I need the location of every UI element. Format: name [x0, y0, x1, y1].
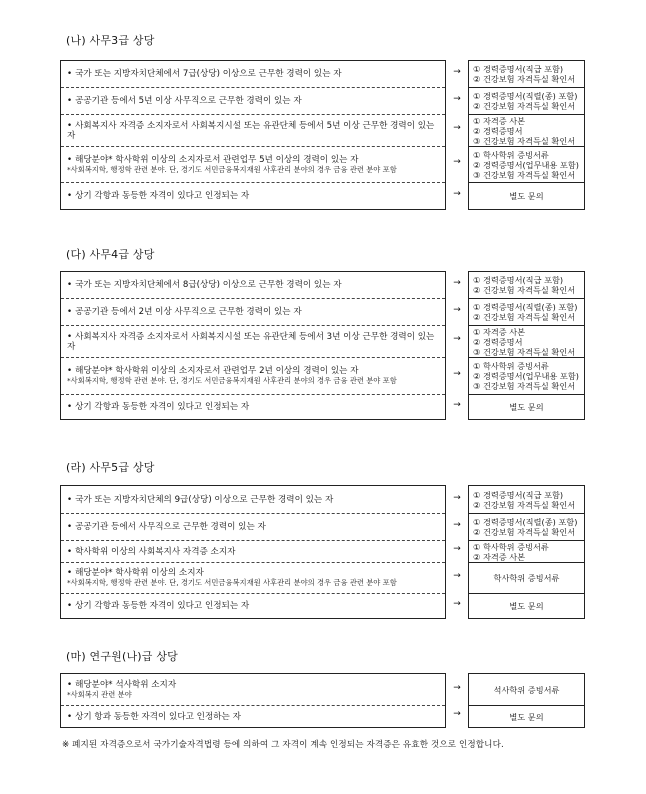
qualification-content [67, 601, 249, 611]
qualification-text: 사회복지사 자격증 소지자로서 사회복지시설 또는 유관단체 등에서 5년 이상 근무한 경력이 있는 자 [67, 120, 435, 141]
qualification-row [61, 146, 445, 182]
bullet-icon: • [67, 307, 73, 317]
qualification-content [67, 522, 266, 532]
documents-table [468, 485, 585, 619]
arrow-right-icon: → [453, 519, 461, 530]
qualification-text: 해당분야* 학사학위 이상의 소지자로서 관련업무 5년 이상의 경력이 있는 자 [75, 154, 359, 165]
document-item: ① 경력증명서(직렬(종) 포함) [473, 302, 578, 312]
required-documents-cell [469, 272, 584, 298]
required-documents-cell [469, 325, 584, 357]
document-item: ① 경력증명서(직급 포함) [473, 275, 564, 285]
qualification-text: 학사학위 이상의 사회복지사 자격증 소지자 [75, 546, 236, 557]
arrow-right-icon: → [453, 544, 461, 554]
required-documents-cell [469, 182, 584, 209]
qualification-row [61, 182, 445, 209]
document-item: ① 학사학위 증빙서류 [473, 541, 549, 552]
qualification-line [67, 495, 333, 505]
qualification-text: 국가 또는 지방자치단체의 9급(상당) 이상으로 근무한 경력이 있는 자 [75, 494, 334, 505]
qualification-line [67, 680, 176, 690]
qualification-text: 국가 또는 지방자치단체에서 8급(상당) 이상으로 근무한 경력이 있는 자 [75, 280, 342, 290]
required-documents-cell [469, 513, 584, 540]
qualification-row [61, 272, 445, 298]
required-documents-cell [469, 705, 584, 727]
document-item: ③ 건강보험 자격득실 확인서 [473, 381, 576, 391]
bullet-icon: • [67, 154, 73, 165]
document-item: ② 경력증명서 [473, 336, 523, 347]
documents-table [468, 271, 585, 420]
arrow-right-icon: → [453, 598, 461, 609]
bullet-icon: • [67, 191, 73, 201]
document-item: ② 건강보험 자격득실 확인서 [473, 312, 576, 322]
qualification-note: *사회복지 관련 분야 [67, 689, 132, 699]
qualification-text: 해당분야* 석사학위 소지자 [75, 679, 177, 690]
document-item: 별도 문의 [509, 601, 544, 611]
qualification-row [61, 486, 445, 513]
document-item: ② 건강보험 자격득실 확인서 [473, 101, 576, 111]
qualification-line [67, 155, 397, 165]
document-item: ② 건강보험 자격득실 확인서 [473, 527, 576, 537]
qualification-line [67, 712, 241, 722]
qualification-row [61, 357, 445, 394]
bullet-icon: • [67, 601, 73, 611]
qualification-row [61, 394, 445, 419]
qualification-text: 상기 각항과 동등한 자격이 있다고 인정되는 자 [75, 402, 250, 412]
qualification-line [67, 96, 302, 106]
qualification-line [67, 332, 445, 352]
document-item: ② 경력증명서(업무내용 포함) [473, 159, 579, 170]
document-item: ① 자격증 사본 [473, 326, 526, 337]
qualification-line [67, 280, 342, 290]
bullet-icon: • [67, 711, 73, 722]
document-item: 석사학위 증빙서류 [493, 684, 560, 695]
section-title: (라) 사무5급 상당 [66, 461, 155, 474]
bullet-icon: • [67, 546, 73, 557]
qualification-line [67, 69, 342, 79]
document-item: ② 경력증명서 [473, 125, 523, 136]
bullet-icon: • [67, 402, 73, 412]
qualification-table [60, 60, 446, 210]
qualification-text: 해당분야* 학사학위 이상의 소지자로서 관련업무 2년 이상의 경력이 있는 자 [75, 366, 359, 376]
qualification-line [67, 307, 302, 317]
qualification-text: 공공기관 등에서 5년 이상 사무직으로 근무한 경력이 있는 자 [75, 96, 302, 106]
qualification-content [67, 96, 302, 106]
qualification-text: 상기 항과 동등한 자격이 있다고 인정하는 자 [75, 711, 241, 722]
qualification-row [61, 325, 445, 357]
arrow-right-icon: → [453, 123, 461, 133]
bullet-icon: • [67, 522, 73, 532]
arrow-right-icon: → [453, 682, 461, 693]
qualification-text: 상기 각항과 동등한 자격이 있다고 인정되는 자 [75, 601, 250, 611]
arrow-right-icon: → [453, 492, 461, 503]
bullet-icon: • [67, 494, 73, 505]
qualification-table [60, 673, 446, 728]
qualification-content [67, 191, 249, 201]
qualification-text: 공공기관 등에서 2년 이상 사무직으로 근무한 경력이 있는 자 [75, 307, 302, 317]
required-documents-cell [469, 486, 584, 513]
arrow-right-icon: → [453, 368, 461, 379]
arrow-right-icon: → [453, 67, 461, 77]
qualification-content [67, 280, 342, 290]
document-item: 학사학위 증빙서류 [493, 573, 560, 583]
qualification-row [61, 298, 445, 325]
document-item: ② 건강보험 자격득실 확인서 [473, 285, 576, 295]
qualification-row [61, 114, 445, 146]
qualification-text: 공공기관 등에서 사무직으로 근무한 경력이 있는 자 [75, 522, 266, 532]
qualification-content [67, 366, 397, 386]
qualification-row [61, 674, 445, 705]
documents-table [468, 673, 585, 728]
arrow-right-icon: → [453, 334, 461, 344]
qualification-content [67, 547, 235, 557]
qualification-note: *사회복지학, 행정학 관련 분야. 단, 경기도 서민금융복지재원 사후관리 분야의 경우 금융 관련 분야 포함 [67, 376, 397, 385]
document-item: ② 경력증명서(업무내용 포함) [473, 371, 579, 381]
qualification-text: 사회복지사 자격증 소지자로서 사회복지시설 또는 유관단체 등에서 3년 이상 근무한 경력이 있는 자 [67, 331, 435, 352]
qualification-content [67, 680, 176, 700]
qualification-content [67, 121, 445, 141]
bullet-icon: • [67, 96, 73, 106]
arrow-right-icon: → [453, 570, 461, 581]
qualification-line [67, 568, 397, 578]
arrow-right-icon: → [453, 399, 461, 410]
section-title: (다) 사무4급 상당 [66, 248, 155, 261]
qualification-content [67, 568, 397, 588]
document-item: ② 건강보험 자격득실 확인서 [473, 74, 576, 84]
qualification-line [67, 601, 249, 611]
bullet-icon: • [67, 331, 73, 342]
qualification-content [67, 155, 397, 175]
arrow-right-icon: → [453, 304, 461, 315]
arrow-right-icon: → [453, 157, 461, 167]
document-item: ① 학사학위 증빙서류 [473, 149, 549, 160]
qualification-row [61, 593, 445, 618]
qualification-table [60, 271, 446, 420]
qualification-row [61, 61, 445, 87]
bullet-icon: • [67, 366, 73, 376]
document-item: ③ 건강보험 자격득실 확인서 [473, 346, 576, 357]
qualification-line [67, 191, 249, 201]
qualification-content [67, 402, 249, 412]
section-title: (마) 연구원(나)급 상당 [66, 650, 178, 663]
document-item: ① 경력증명서(직렬(종) 포함) [473, 517, 578, 527]
required-documents-cell [469, 87, 584, 114]
arrow-right-icon: → [453, 278, 461, 288]
bullet-icon: • [67, 280, 73, 290]
document-item: ① 경력증명서(직급 포함) [473, 489, 564, 500]
qualification-line [67, 547, 235, 557]
qualification-row [61, 540, 445, 562]
document-item: ② 건강보험 자격득실 확인서 [473, 499, 576, 510]
qualification-row [61, 513, 445, 540]
qualification-row [61, 705, 445, 727]
document-item: 별도 문의 [509, 402, 544, 412]
qualification-content [67, 712, 241, 722]
section-title: (나) 사무3급 상당 [66, 34, 155, 47]
qualification-note: *사회복지학, 행정학 관련 분야. 단, 경기도 서민금융복지재원 사후관리 분야의 경우 금융 관련 분야 포함 [67, 164, 397, 174]
arrow-right-icon: → [453, 93, 461, 104]
document-item: ③ 건강보험 자격득실 확인서 [473, 169, 576, 180]
document-item: ① 학사학위 증빙서류 [473, 361, 549, 371]
qualification-content [67, 69, 342, 79]
qualification-content [67, 332, 445, 352]
required-documents-cell [469, 114, 584, 146]
document-item: ① 경력증명서(직급 포함) [473, 64, 564, 74]
document-item: 별도 문의 [509, 711, 544, 722]
required-documents-cell [469, 562, 584, 593]
required-documents-cell [469, 357, 584, 394]
required-documents-cell [469, 298, 584, 325]
qualification-line [67, 121, 445, 141]
required-documents-cell [469, 593, 584, 618]
qualification-table [60, 485, 446, 619]
required-documents-cell [469, 540, 584, 562]
bullet-icon: • [67, 69, 73, 79]
required-documents-cell [469, 146, 584, 182]
document-item: 별도 문의 [509, 191, 544, 201]
required-documents-cell [469, 61, 584, 87]
footnote: ※ 폐지된 자격증으로서 국가기술자격법령 등에 의하여 그 자격이 계속 인정되는 자격증은 유효한 것으로 인정합니다. [62, 740, 504, 750]
bullet-icon: • [67, 568, 73, 578]
qualification-row [61, 87, 445, 114]
qualification-content [67, 495, 333, 505]
qualification-line [67, 366, 397, 376]
qualification-text: 국가 또는 지방자치단체에서 7급(상당) 이상으로 근무한 경력이 있는 자 [75, 69, 342, 79]
document-item: ② 자격증 사본 [473, 551, 526, 562]
arrow-right-icon: → [453, 709, 461, 719]
document-item: ① 경력증명서(직렬(종) 포함) [473, 91, 578, 101]
bullet-icon: • [67, 120, 73, 131]
qualification-row [61, 562, 445, 593]
required-documents-cell [469, 674, 584, 705]
arrow-right-icon: → [453, 188, 461, 199]
documents-table [468, 60, 585, 210]
qualification-content [67, 307, 302, 317]
qualification-note: *사회복지학, 행정학 관련 분야. 단, 경기도 서민금융복지재원 사후관리 분야의 경우 금융 관련 분야 포함 [67, 578, 397, 587]
qualification-line [67, 402, 249, 412]
document-item: ① 자격증 사본 [473, 115, 526, 126]
qualification-text: 해당분야* 학사학위 이상의 소지자 [75, 568, 204, 578]
bullet-icon: • [67, 679, 73, 690]
qualification-text: 상기 각항과 동등한 자격이 있다고 인정되는 자 [75, 191, 250, 201]
qualification-line [67, 522, 266, 532]
document-item: ③ 건강보험 자격득실 확인서 [473, 135, 576, 146]
required-documents-cell [469, 394, 584, 419]
